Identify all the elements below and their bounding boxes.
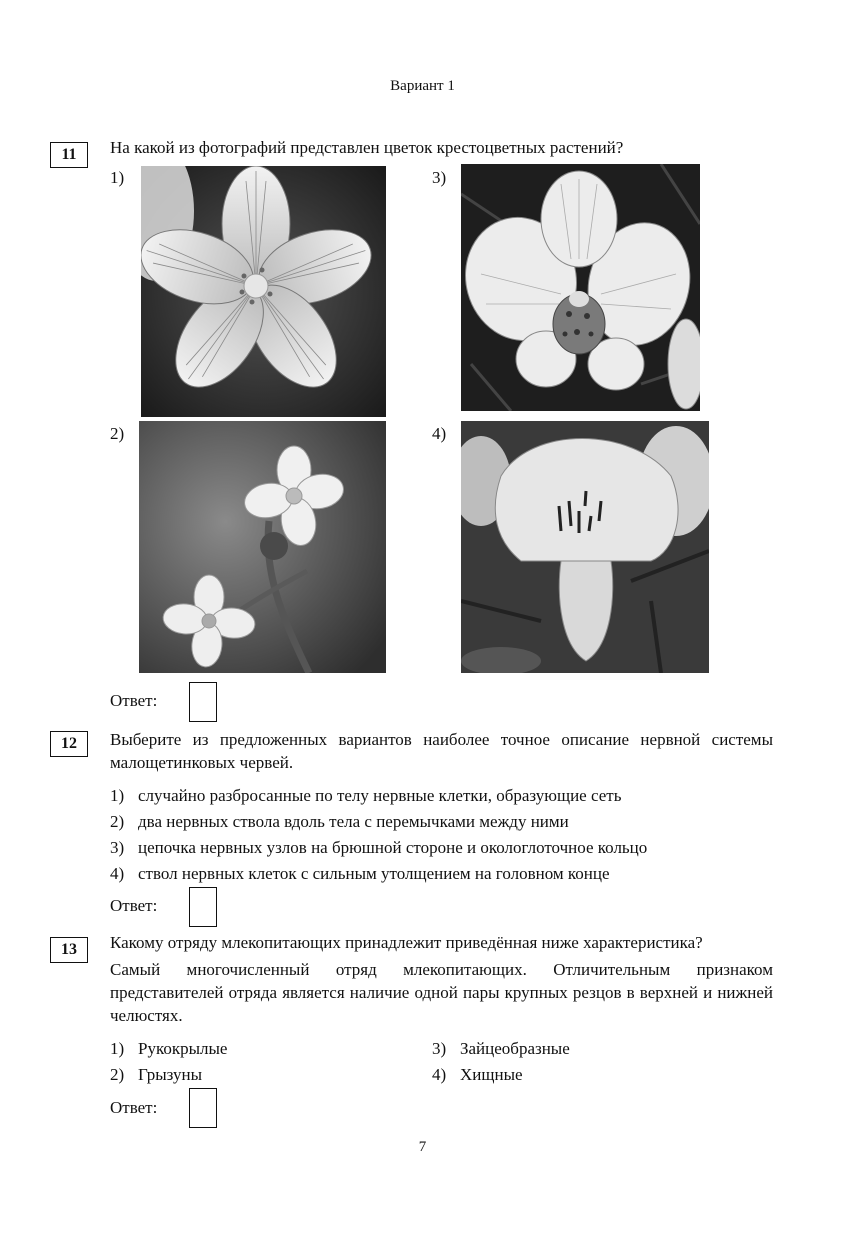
- q13-option-4-text: Хищные: [460, 1065, 523, 1084]
- q13-option-1: [110, 1039, 227, 1059]
- q13-option-4-num: 4): [432, 1065, 447, 1084]
- q11-answer-label: Ответ:: [110, 691, 158, 710]
- question-number-11: 11: [50, 142, 88, 168]
- q13-answer-box[interactable]: [189, 1088, 217, 1128]
- q12-option-3-text: цепочка нервных узлов на брюшной стороне и окологлоточное кольцо: [138, 838, 648, 857]
- q12-answer-label: Ответ:: [110, 896, 158, 915]
- question-number-13: 13: [50, 937, 88, 963]
- q12-option-1-text: случайно разбросанные по телу нервные клетки, образующие сеть: [138, 786, 622, 805]
- question-number-12: 12: [50, 731, 88, 757]
- q12-answer-box[interactable]: [189, 887, 217, 927]
- question-11-text: На какой из фотографий представлен цветок крестоцветных растений?: [110, 138, 624, 157]
- question-12-text: Выберите из предложенных вариантов наиболее точное описание нервной системы малощетинковых червей.: [110, 730, 773, 772]
- q12-option-2-text: два нервных ствола вдоль тела с перемычками между ними: [138, 812, 569, 831]
- small-four-petal-flowers-photo: [139, 421, 386, 673]
- q11-option-1-label: 1): [110, 168, 125, 187]
- q13-option-3-num: 3): [432, 1039, 447, 1058]
- q13-option-1-text: Рукокрылые: [138, 1039, 228, 1058]
- q13-option-4: [432, 1065, 523, 1085]
- q12-option-4-num: 4): [110, 864, 125, 883]
- q12-option-4: [110, 864, 780, 884]
- q13-option-3: [432, 1039, 570, 1059]
- q11-answer-box[interactable]: [189, 682, 217, 722]
- page-number: 7: [418, 1139, 427, 1155]
- q12-option-2-num: 2): [110, 812, 125, 831]
- q12-option-3-num: 3): [110, 838, 125, 857]
- legume-like-flower-photo: [461, 421, 709, 673]
- q13-option-2: [110, 1065, 202, 1085]
- q11-option-3-label: 3): [432, 168, 447, 187]
- q12-option-4-text: ствол нервных клеток с сильным утолщением на головном конце: [138, 864, 610, 883]
- q13-option-1-num: 1): [110, 1039, 125, 1058]
- orchid-flower-photo: [461, 164, 700, 411]
- q13-answer-label: Ответ:: [110, 1098, 158, 1117]
- q12-option-3: [110, 838, 780, 858]
- q12-option-2: [110, 812, 780, 832]
- q13-option-3-text: Зайцеобразные: [460, 1039, 570, 1058]
- q12-option-1-num: 1): [110, 786, 125, 805]
- q11-option-4-label: 4): [432, 424, 447, 443]
- page-header: Вариант 1: [390, 78, 455, 94]
- q11-option-2-label: 2): [110, 424, 125, 443]
- question-13-description: Самый многочисленный отряд млекопитающих. Отличительным признаком представителей отряда является наличие одной пары крупных резцов в верхней и нижней челюстях.: [110, 960, 773, 1025]
- q12-option-1: [110, 786, 780, 806]
- question-13-text: Какому отряду млекопитающих принадлежит приведённая ниже характеристика?: [110, 933, 703, 952]
- five-petal-veined-flower-photo: [141, 166, 386, 417]
- q13-option-2-text: Грызуны: [138, 1065, 203, 1084]
- q13-option-2-num: 2): [110, 1065, 125, 1084]
